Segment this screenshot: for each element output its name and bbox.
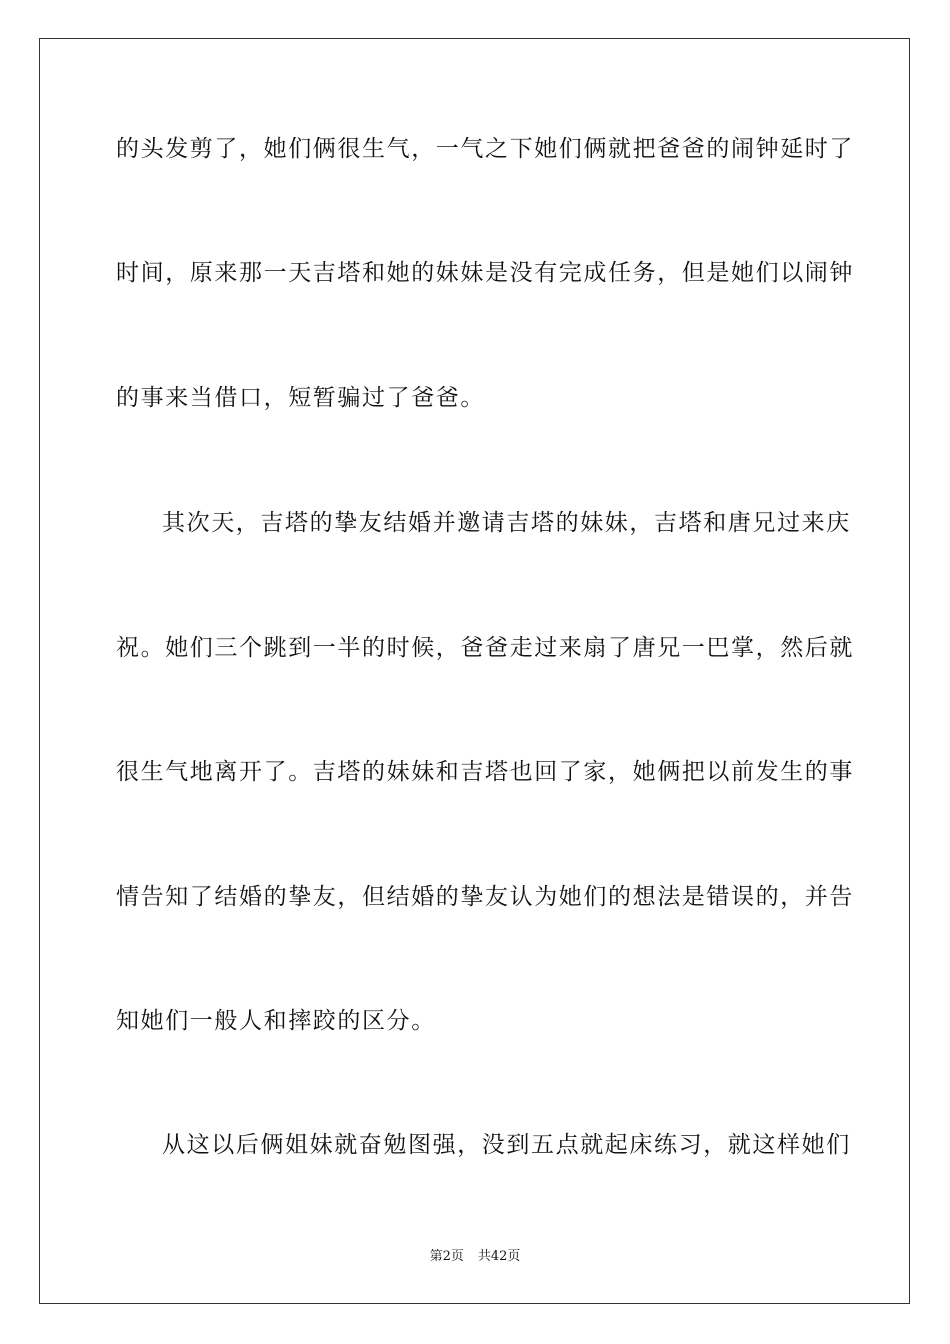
- text-line-3: 的事来当借口，短暂骗过了爸爸。: [116, 385, 485, 411]
- text-line-4: 其次天，吉塔的挚友结婚并邀请吉塔的妹妹，吉塔和唐兄过来庆: [162, 510, 851, 536]
- text-line-9: 从这以后俩姐妹就奋勉图强，没到五点就起床练习，就这样她们: [162, 1132, 851, 1158]
- text-line-2: 时间，原来那一天吉塔和她的妹妹是没有完成任务，但是她们以闹钟: [116, 260, 854, 286]
- text-line-5: 祝。她们三个跳到一半的时候，爸爸走过来扇了唐兄一巴掌，然后就: [116, 635, 854, 661]
- page-number: 第2页: [429, 1249, 464, 1264]
- text-line-7: 情告知了结婚的挚友，但结婚的挚友认为她们的想法是错误的，并告: [116, 884, 854, 910]
- page-footer: [0, 1248, 950, 1266]
- text-line-1: 的头发剪了，她们俩很生气，一气之下她们俩就把爸爸的闹钟延时了: [116, 136, 854, 162]
- text-line-8: 知她们一般人和摔跤的区分。: [116, 1008, 436, 1034]
- page-border: [39, 38, 910, 1304]
- text-line-6: 很生气地离开了。吉塔的妹妹和吉塔也回了家，她俩把以前发生的事: [116, 759, 854, 785]
- page-total: 共42页: [477, 1249, 521, 1264]
